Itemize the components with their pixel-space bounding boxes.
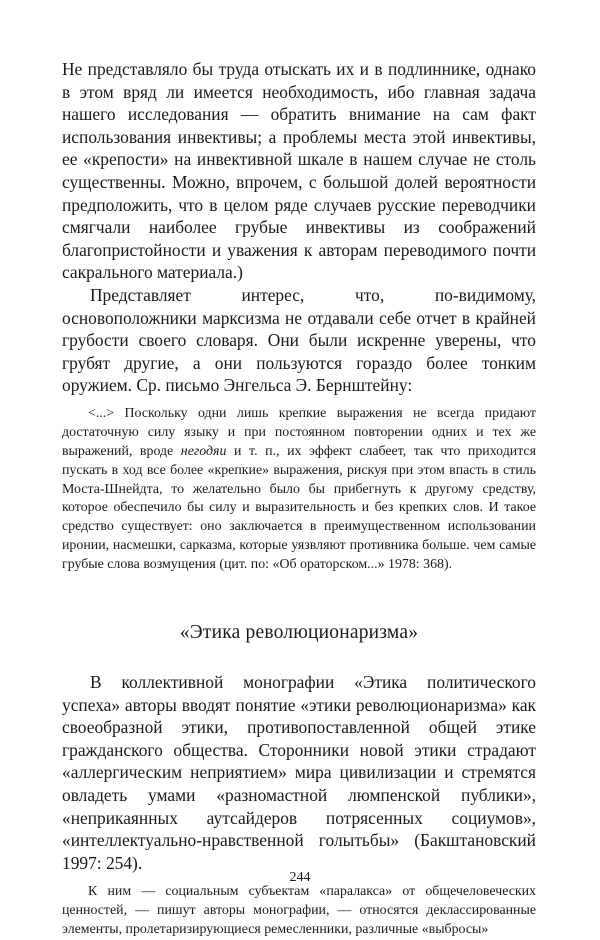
paragraph-2: Представляет интерес, что, по-видимому, основоположники марксизма не отдавали себе отчет в крайней грубости своего словаря. Они были искренне уверены, что грубят другие, а они пользуются гораздо более тонким оружием. Ср. письмо Энгельса Э. Бернштейну:: [62, 284, 536, 396]
section-heading: «Этика революционаризма»: [179, 622, 419, 644]
page-number: 244: [289, 870, 311, 885]
page-body: [62, 58, 536, 940]
block-quote-monograph: К ним — социальным субъектам «паралакса» от общечеловеческих ценностей, — пишут авторы монографии, — относятся деклассированные элементы, пролетаризирующиеся ремесленники, различные «выбросы»: [62, 884, 536, 938]
quote-text-part-2: и т. п., их эффект слабеет, так что приходится пускать в ход все более «крепкие» выражения, рискуя при этом впасть в стиль Моста-Шнейдта, то желательно было бы прибегнуть к другому средству, которое обеспечило бы силу и выразительность и без крепких слов. И такое средство существует: оно заключается в преимущественном использовании иронии, насмешки, сарказма, которые уязвляют противника больше. чем самые грубые слова возмущения (цит. по: «Об ораторском...» 1978: 368).: [62, 443, 536, 573]
quote-italic-word: негодяи: [180, 443, 227, 459]
block-quote-engels: [62, 405, 536, 575]
quote-text-part-1: <...> Поскольку одни лишь крепкие выражения не всегда придают достаточную силу языку и при постоянном повторении одних и тех же выражений, вроде: [62, 405, 536, 459]
paragraph-1: Не представляло бы труда отыскать их и в подлиннике, однако в этом вряд ли имеется необходимость, ибо главная задача нашего исследования — обратить внимание на сам факт использования инвективы; а проблемы места этой инвективы, ее «крепости» на инвективной шкале в нашем случае не столь существенны. Можно, впрочем, с большой долей вероятности предположить, что в целом ряде случаев русские переводчики смягчали наиболее грубые инвективы из соображений благопристойности и уважения к авторам переводимого почти сакрального материала.): [62, 59, 536, 283]
paragraph-3: В коллективной монографии «Этика политического успеха» авторы вводят понятие «этики революционаризма» как своеобразной этики, противопоставленной общей этике гражданского общества. Сторонники новой этики страдают «аллергическим неприятием» мира цивилизации и стремятся овладеть умами «разномастной люмпенской публики», «неприкаянных аутсайдеров потрясенных социумов», «интеллектуально-нравственной голытьбы» (Бакштановский 1997: 254).: [62, 672, 536, 873]
